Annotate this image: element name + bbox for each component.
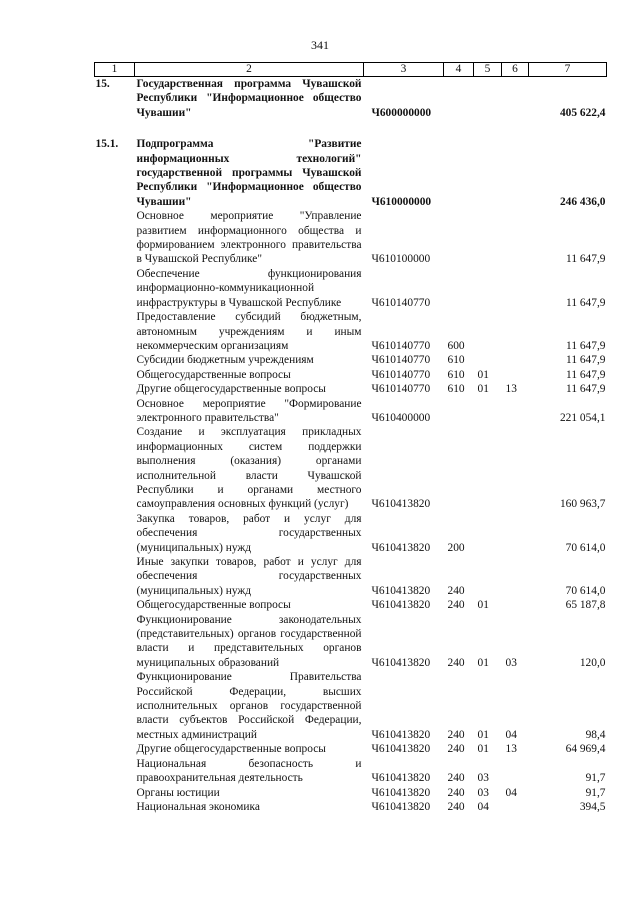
- row-subsection: [502, 267, 529, 310]
- row-number: [95, 786, 135, 800]
- row-number: [95, 382, 135, 396]
- row-number: [95, 267, 135, 310]
- column-header: 6: [502, 63, 529, 77]
- row-name: Предоставление субсидий бюджетным, автономным учреждениям и иным некоммерческим организациям: [136, 311, 362, 352]
- row-number: [95, 757, 135, 786]
- row-name: Другие общегосударственные вопросы: [136, 743, 326, 756]
- row-section: [474, 77, 502, 121]
- row-subsection: [502, 120, 529, 209]
- row-amount: 70 614,0: [565, 541, 606, 554]
- table-row: [95, 425, 607, 511]
- row-amount: 65 187,8: [565, 599, 606, 612]
- row-name: Функционирование законодательных (представительных) органов государственной власти и представительных органов муниципальных образований: [136, 613, 362, 669]
- table-row: [95, 598, 607, 612]
- row-expense-type: [444, 77, 474, 121]
- row-amount: 11 647,9: [566, 253, 606, 266]
- row-number: [95, 555, 135, 598]
- row-name: Государственная программа Чувашской Республики "Информационное общество Чувашии": [136, 78, 362, 119]
- row-section: 03: [477, 786, 489, 799]
- table-row: [95, 742, 607, 756]
- row-number: 15.1.: [95, 138, 119, 151]
- row-number: [95, 209, 135, 267]
- column-header: 5: [474, 63, 502, 77]
- table-row: [95, 555, 607, 598]
- row-subsection: 13: [505, 743, 517, 756]
- row-target-code: Ч610413820: [371, 743, 431, 756]
- row-subsection: [502, 555, 529, 598]
- table-header: [95, 63, 607, 77]
- row-name: Закупка товаров, работ и услуг для обеспечения государственных (муниципальных) нужд: [136, 512, 362, 554]
- row-target-code: Ч610413820: [371, 584, 431, 597]
- row-subsection: [502, 77, 529, 121]
- row-subsection: [502, 310, 529, 353]
- row-section: 01: [477, 599, 489, 612]
- row-target-code: Ч610413820: [371, 541, 431, 554]
- row-subsection: 03: [505, 656, 517, 669]
- page-number: 341: [311, 38, 329, 52]
- budget-table: [94, 62, 607, 814]
- row-name: Другие общегосударственные вопросы: [136, 383, 326, 396]
- row-section: [474, 512, 502, 555]
- row-number: [95, 397, 135, 426]
- row-expense-type: 240: [447, 584, 465, 597]
- row-expense-type: 240: [447, 800, 465, 813]
- row-number: [95, 512, 135, 555]
- row-subsection: [502, 209, 529, 267]
- row-amount: 70 614,0: [565, 584, 606, 597]
- row-amount: 405 622,4: [559, 106, 606, 119]
- row-section: 03: [477, 772, 489, 785]
- row-name: Общегосударственные вопросы: [136, 599, 291, 612]
- row-amount: 221 054,1: [559, 411, 606, 424]
- row-target-code: Ч610413820: [371, 498, 431, 511]
- column-header: 2: [135, 63, 364, 77]
- row-name: Основное мероприятие "Формирование электронного правительства": [136, 397, 362, 424]
- row-number: [95, 613, 135, 671]
- row-target-code: Ч610140770: [371, 354, 431, 367]
- row-subsection: [502, 598, 529, 612]
- row-target-code: Ч610413820: [371, 786, 431, 799]
- column-number-row: [95, 63, 607, 77]
- row-section: [474, 120, 502, 209]
- row-section: 01: [477, 368, 489, 381]
- table-row: [95, 670, 607, 742]
- row-name: Общегосударственные вопросы: [136, 368, 291, 381]
- row-subsection: [502, 397, 529, 426]
- row-target-code: Ч610000000: [371, 195, 432, 208]
- row-number: [95, 742, 135, 756]
- table-row: [95, 368, 607, 382]
- row-target-code: Ч610413820: [371, 772, 431, 785]
- row-expense-type: [444, 397, 474, 426]
- row-subsection: [502, 425, 529, 511]
- row-amount: 98,4: [585, 728, 606, 741]
- row-amount: 120,0: [579, 656, 606, 669]
- row-expense-type: 240: [447, 656, 465, 669]
- row-number: 15.: [95, 78, 110, 90]
- row-section: 01: [477, 383, 489, 396]
- row-number: [95, 353, 135, 367]
- row-subsection: 04: [505, 728, 517, 741]
- row-name: Подпрограмма "Развитие информационных технологий" государственной программы Чувашской Республики "Информационное общество Чувашии": [136, 138, 362, 208]
- row-name: Иные закупки товаров, работ и услуг для обеспечения государственных (муниципальных) нужд: [136, 556, 362, 597]
- row-number: [95, 368, 135, 382]
- row-target-code: Ч610413820: [371, 728, 431, 741]
- table-row: [95, 209, 607, 267]
- table-row: [95, 800, 607, 814]
- column-header: 4: [444, 63, 474, 77]
- row-amount: 91,7: [585, 772, 606, 785]
- table-row: [95, 77, 607, 121]
- row-expense-type: 600: [447, 339, 465, 352]
- row-section: [474, 267, 502, 310]
- row-expense-type: 240: [447, 743, 465, 756]
- row-subsection: [502, 368, 529, 382]
- row-expense-type: 240: [447, 599, 465, 612]
- row-amount: 11 647,9: [566, 383, 606, 396]
- row-name: Функционирование Правительства Российской Федерации, высших исполнительных органов государственной власти субъектов Российской Федерации, местных администраций: [136, 671, 362, 741]
- row-amount: 11 647,9: [566, 368, 606, 381]
- table-row: [95, 267, 607, 310]
- row-subsection: [502, 512, 529, 555]
- row-name: Обеспечение функционирования информационно-коммуникационной инфраструктуры в Чувашской Республике: [136, 267, 362, 309]
- row-amount: 11 647,9: [566, 339, 606, 352]
- row-name: Субсидии бюджетным учреждениям: [136, 354, 314, 367]
- row-target-code: Ч610413820: [371, 800, 431, 813]
- row-section: [474, 555, 502, 598]
- row-section: 01: [477, 656, 489, 669]
- row-number: [95, 670, 135, 742]
- row-section: [474, 397, 502, 426]
- row-target-code: Ч610413820: [371, 656, 431, 669]
- row-target-code: Ч610140770: [371, 339, 431, 352]
- row-section: [474, 425, 502, 511]
- row-expense-type: [444, 120, 474, 209]
- row-target-code: Ч610413820: [371, 599, 431, 612]
- row-name: Основное мероприятие "Управление развитием информационного общества и формированием электронного правительства в Чувашской Республике": [136, 210, 362, 266]
- column-header: 1: [95, 63, 135, 77]
- row-section: [474, 353, 502, 367]
- table-row: [95, 512, 607, 555]
- row-expense-type: 240: [447, 786, 465, 799]
- table-row: [95, 353, 607, 367]
- row-number: [95, 310, 135, 353]
- row-expense-type: 240: [447, 772, 465, 785]
- table-row: [95, 382, 607, 396]
- row-section: 04: [477, 800, 489, 813]
- row-amount: 160 963,7: [559, 498, 606, 511]
- row-expense-type: [444, 209, 474, 267]
- row-subsection: 13: [505, 383, 517, 396]
- row-number: [95, 598, 135, 612]
- row-subsection: 04: [505, 786, 517, 799]
- row-amount: 11 647,9: [566, 354, 606, 367]
- row-subsection: [502, 757, 529, 786]
- row-amount: 11 647,9: [566, 296, 606, 309]
- table-row: [95, 786, 607, 800]
- row-amount: 394,5: [579, 800, 606, 813]
- row-section: [474, 310, 502, 353]
- row-section: 01: [477, 728, 489, 741]
- row-subsection: [502, 800, 529, 814]
- row-target-code: Ч600000000: [371, 106, 432, 119]
- row-section: 01: [477, 743, 489, 756]
- table-row: [95, 397, 607, 426]
- row-expense-type: [444, 425, 474, 511]
- row-expense-type: 610: [447, 354, 465, 367]
- row-number: [95, 425, 135, 511]
- row-amount: 64 969,4: [565, 743, 606, 756]
- table-row: [95, 120, 607, 209]
- row-target-code: Ч610140770: [371, 383, 431, 396]
- table-body: [95, 77, 607, 815]
- row-subsection: [502, 353, 529, 367]
- column-header: 3: [364, 63, 444, 77]
- column-header: 7: [529, 63, 607, 77]
- row-amount: 246 436,0: [559, 195, 606, 208]
- row-number: [95, 800, 135, 814]
- row-expense-type: 200: [447, 541, 465, 554]
- table-row: [95, 310, 607, 353]
- row-amount: 91,7: [585, 786, 606, 799]
- row-name: Национальная безопасность и правоохранительная деятельность: [136, 757, 362, 785]
- row-target-code: Ч610140770: [371, 296, 431, 309]
- row-target-code: Ч610100000: [371, 253, 431, 266]
- row-expense-type: [444, 267, 474, 310]
- row-name: Национальная экономика: [136, 800, 260, 813]
- row-target-code: Ч610400000: [371, 411, 431, 424]
- table-row: [95, 613, 607, 671]
- row-name: Создание и эксплуатация прикладных информационных систем поддержки выполнения (оказания) органами исполнительной власти Чувашской Республики и органами местного самоуправления основных функций (услуг): [136, 426, 362, 511]
- row-expense-type: 610: [447, 383, 465, 396]
- row-target-code: Ч610140770: [371, 368, 431, 381]
- row-section: [474, 209, 502, 267]
- row-expense-type: 240: [447, 728, 465, 741]
- table-row: [95, 757, 607, 786]
- row-expense-type: 610: [447, 368, 465, 381]
- row-name: Органы юстиции: [136, 786, 220, 799]
